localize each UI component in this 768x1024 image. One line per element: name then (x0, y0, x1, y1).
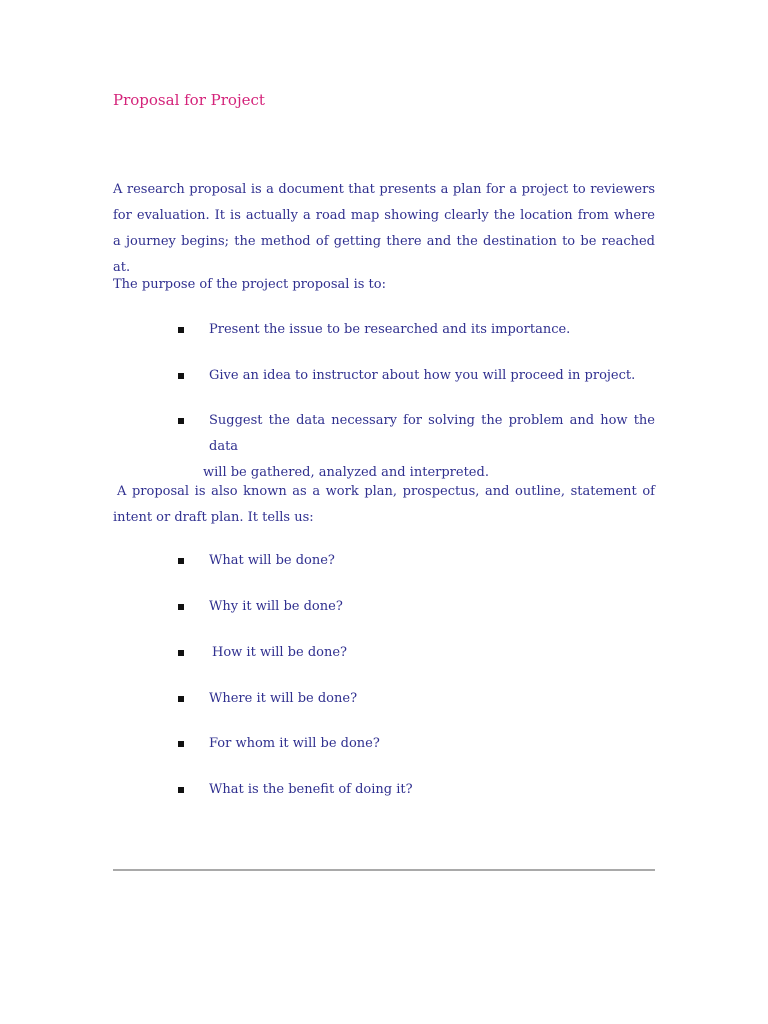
list-item (178, 594, 655, 620)
square-bullet-icon (178, 787, 184, 793)
list-item-text: Why it will be done? (209, 599, 343, 614)
square-bullet-icon (178, 418, 184, 424)
also-known-paragraph: A proposal is also known as a work plan, prospectus, and outline, statement of intent or draft plan. It tells us: (113, 484, 655, 525)
list-item-text: For whom it will be done? (209, 736, 380, 751)
list-item-text: What is the benefit of doing it? (209, 782, 413, 797)
square-bullet-icon (178, 604, 184, 610)
square-bullet-icon (178, 558, 184, 564)
list-item (178, 731, 655, 757)
list-item-text: How it will be done? (212, 645, 348, 660)
list-item-text-continued: will be gathered, analyzed and interpreted. (203, 465, 489, 480)
list-item (178, 686, 655, 712)
footer-divider (113, 869, 655, 871)
list-item-text: Present the issue to be researched and its importance. (209, 322, 571, 337)
square-bullet-icon (178, 650, 184, 656)
square-bullet-icon (178, 696, 184, 702)
square-bullet-icon (178, 327, 184, 333)
document-title: Proposal for Project (113, 91, 265, 109)
list-item (178, 363, 655, 389)
list-item (178, 640, 655, 666)
list-item (178, 317, 655, 343)
list-item (178, 548, 655, 574)
list-item (178, 408, 655, 486)
list-item-text: Where it will be done? (209, 691, 358, 706)
list-item-text: Suggest the data necessary for solving the problem and how the data (209, 413, 655, 454)
purpose-heading: The purpose of the project proposal is to: (113, 277, 386, 292)
intro-paragraph: A research proposal is a document that presents a plan for a project to reviewers for evaluation. It is actually a road map showing clearly the location from where a journey begins; the method of getting there and the destination to be reached at. (113, 182, 655, 275)
square-bullet-icon (178, 373, 184, 379)
list-item-text: Give an idea to instructor about how you will proceed in project. (209, 368, 636, 383)
square-bullet-icon (178, 741, 184, 747)
list-item-text: What will be done? (209, 553, 335, 568)
list-item (178, 777, 655, 803)
